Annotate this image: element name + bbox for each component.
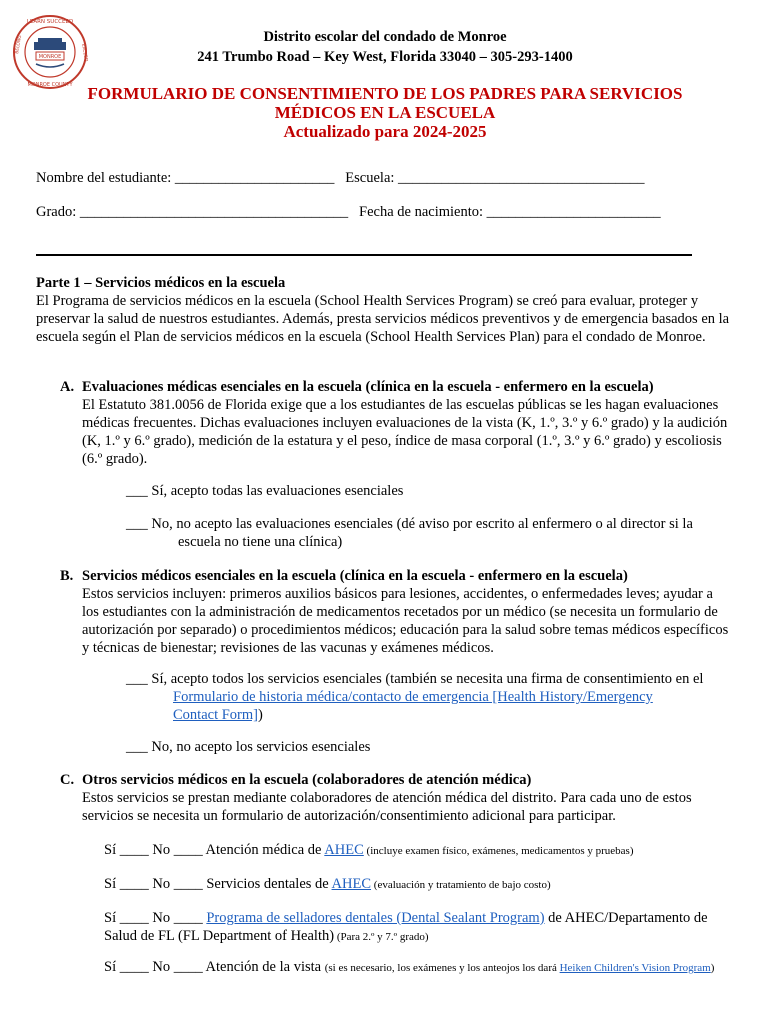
birthdate-field[interactable]: Fecha de nacimiento: ________________________: [359, 204, 661, 220]
section-c-heading: Otros servicios médicos en la escuela (colaboradores de atención médica): [82, 772, 532, 788]
title-line-2: MÉDICOS EN LA ESCUELA: [274, 103, 496, 122]
title-line-1: FORMULARIO DE CONSENTIMIENTO DE LOS PADRES PARA SERVICIOS: [87, 84, 683, 103]
section-a-heading: Evaluaciones médicas esenciales en la escuela (clínica en la escuela - enfermero en la escuela): [82, 379, 654, 395]
list-item[interactable]: [104, 958, 734, 977]
svg-text:MONROE: MONROE: [38, 54, 62, 60]
section-a-no-option[interactable]: [126, 515, 726, 551]
vision-note: (si es necesario, los exámenes y los anteojos los dará: [324, 962, 560, 974]
section-a-body: El Estatuto 381.0056 de Florida exige que a los estudiantes de las escuelas públicas se les hagan evaluaciones médicas frecuentes. Dichas evaluaciones incluyen evaluaciones de la vista (K, 1.º, 3.º y 6.º grado) y la audición (K, 1.º y 6.º grado), medición de la estatura y el peso, índice de masa corporal (1.º, 3.º y 6.º grado) y escoliosis (6.º grado).: [82, 397, 728, 467]
student-name-field[interactable]: Nombre del estudiante: ______________________: [36, 170, 335, 186]
section-a-no-text-cont: escuela no tiene una clínica): [178, 534, 343, 550]
school-field[interactable]: Escuela: __________________________________: [345, 170, 645, 186]
seal-left-text: BELONG: [15, 35, 24, 55]
heiken-vision-link[interactable]: Heiken Children's Vision Program: [559, 962, 711, 974]
ahec-medical-note: (incluye examen físico, exámenes, medicamentos y pruebas): [363, 845, 634, 857]
ahec-dental-note: (evaluación y tratamiento de bajo costo): [371, 879, 551, 891]
section-a-letter: A.: [60, 379, 75, 395]
sealant-choice: Sí ____ No ____: [104, 910, 207, 926]
part1-section: [36, 274, 730, 346]
seal-top-text: LEARN SUCCEED: [26, 19, 74, 25]
section-b-yes-option[interactable]: [126, 670, 731, 724]
dental-sealant-link[interactable]: Programa de selladores dentales (Dental Sealant Program): [206, 910, 545, 926]
vision-choice: Sí ____ No ____ Atención de la vista: [104, 959, 325, 975]
section-a-no-text: ___ No, no acepto las evaluaciones esenciales (dé aviso por escrito al enfermero o al director si la: [126, 516, 693, 532]
section-a: [60, 378, 730, 468]
section-b-heading: Servicios médicos esenciales en la escuela (clínica en la escuela - enfermero en la escuela): [82, 568, 628, 584]
district-address: 241 Trumbo Road – Key West, Florida 33040 – 305-293-1400: [197, 49, 573, 65]
section-b-yes-end: ): [257, 707, 263, 723]
student-info-row: [36, 170, 645, 187]
section-b-letter: B.: [60, 568, 74, 584]
section-c: [60, 771, 730, 825]
section-c-letter: C.: [60, 772, 75, 788]
section-b-yes-text: ___ Sí, acepto todos los servicios esenciales (también se necesita una firma de consentimiento en el: [126, 671, 704, 687]
part1-body: El Programa de servicios médicos en la escuela (School Health Services Program) se creó para evaluar, proteger y preservar la salud de nuestros estudiantes. Además, presta servicios médicos preventivos y de emergencia basados en la escuela según el Plan de servicios médicos en la escuela (School Health Services Plan) para el condado de Monroe.: [36, 293, 730, 345]
section-b-body: Estos servicios incluyen: primeros auxilios básicos para lesiones, accidentes, o enfermedades leves; ayudar a los estudiantes con la administración de medicamentos recetados por un médico (se necesita un formulario de autorización por separado) o procedimientos médicos; educación para la salud sobre temas médicos específicos y técnicas de bienestar; revisiones de las vacunas y exámenes médicos.: [82, 586, 729, 656]
ahec-dental-choice: Sí ____ No ____ Servicios dentales de: [104, 876, 332, 892]
part1-heading: Parte 1 – Servicios médicos en la escuela: [36, 275, 286, 291]
grade-field[interactable]: Grado: _____________________________________: [36, 204, 349, 220]
section-divider: [36, 254, 692, 256]
district-seal-icon: [12, 14, 88, 90]
section-a-yes-option[interactable]: ___ Sí, acepto todas las evaluaciones esenciales: [126, 483, 404, 499]
sealant-suffix: de AHEC/Departamento de Salud de FL (FL Department of Health): [104, 910, 708, 944]
district-header: [100, 27, 670, 67]
list-item[interactable]: [104, 875, 551, 894]
title-year: Actualizado para 2024-2025: [283, 122, 487, 141]
section-b: [60, 567, 730, 657]
section-b-no-option[interactable]: ___ No, no acepto los servicios esenciales: [126, 739, 371, 755]
district-name: Distrito escolar del condado de Monroe: [263, 29, 507, 45]
ahec-dental-link[interactable]: AHEC: [331, 876, 372, 892]
section-c-body: Estos servicios se prestan mediante colaboradores de atención médica del distrito. Para cada uno de estos servicios se necesita un formulario de autorización/consentimiento adicional para participar.: [82, 790, 692, 824]
sealant-note: (Para 2.º y 7.º grado): [334, 931, 429, 943]
vision-note-end: ): [710, 962, 715, 974]
list-item[interactable]: [104, 909, 729, 946]
health-history-form-link[interactable]: Formulario de historia médica/contacto de emergencia [Health History/Emergency Contact Form]: [173, 689, 653, 723]
seal-right-text: EXCEED: [80, 43, 88, 62]
form-title: [40, 84, 730, 141]
list-item[interactable]: [104, 841, 634, 860]
ahec-link[interactable]: AHEC: [324, 842, 364, 858]
grade-info-row: [36, 204, 661, 221]
seal-bottom-text: MONROE COUNTY: [27, 82, 73, 88]
ahec-medical-choice: Sí ____ No ____ Atención médica de: [104, 842, 325, 858]
